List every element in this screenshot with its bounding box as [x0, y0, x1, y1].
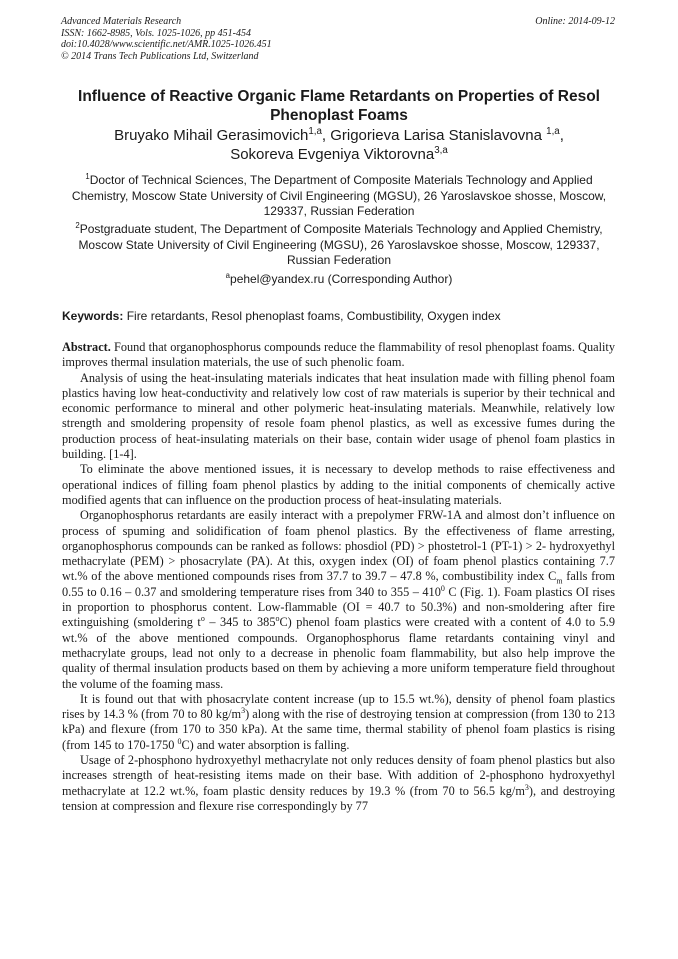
body-paragraph: Analysis of using the heat-insulating materials indicates that heat insulation made with filling phenol foam plastics having low heat-conductivity and relatively low cost of raw materials is superior by their technical and economic performance to mineral and other polymeric heat-insulating materials. Meanwhile, relatively low strength and smoldering propensity of resole foam phenol plastics, as well as excessive fumes during the production process of heat-insulating materials on their base, contain wider usage of phenol foam plastics in building. [1-4]. — [62, 370, 615, 462]
body-text: falls from 0.55 to 0.16 – 0.37 and smoldering temperature rises from 340 to 355 – 410 — [62, 569, 615, 599]
journal-header — [61, 16, 615, 62]
superscript: o — [275, 614, 280, 624]
affiliation-mark: 1 — [85, 172, 90, 181]
superscript: 0 — [440, 583, 445, 593]
superscript: 0 — [177, 736, 182, 746]
keywords-text: Fire retardants, Resol phenoplast foams, Combustibility, Oxygen index — [123, 309, 501, 323]
body-paragraph: To eliminate the above mentioned issues, it is necessary to develop methods to raise effectiveness and operational indices of filling foam phenol plastics by adding to the initial components of chemically active modified agents that can influence on the production process of heat-insulating materials. — [62, 462, 615, 507]
author-name: Bruyako Mihail Gerasimovich — [114, 127, 309, 144]
body-paragraph — [62, 692, 615, 753]
body-text: It is found out that with phosacrylate content increase (up to 15.5 wt.%), density of phenol foam plastics rises by 14.3 % (from 70 to 80 kg/m — [62, 691, 615, 722]
abstract-label: Abstract. — [62, 340, 111, 354]
affiliation-mark: 2 — [75, 221, 80, 230]
superscript: 3 — [241, 706, 246, 716]
paper-title: Influence of Reactive Organic Flame Retardants on Properties of Resol Phenoplast Foams — [78, 88, 600, 124]
body-text: ), and destroying tension at compression and flexure rise correspondingly by 77 — [62, 783, 615, 813]
copyright-line: © 2014 Trans Tech Publications Ltd, Switzerland — [61, 50, 259, 62]
body-text: C) and water absorption is falling. — [181, 737, 350, 752]
keywords-label: Keywords: — [62, 309, 124, 323]
body-text: Organophosphorus retardants are easily interact with a prepolymer FRW-1A and almost don’t influence on process of spuming and solidification of foam phenol plastics. By the effectiveness of flame arresting, organophosphorus compounds can be ranked as follows: phosdiol (PD) > phostetrol-1 (PT-1) > 2- hydroxyethyl methacrylate (PEM) > phosacrylate (PA). At this, oxygen index (OI) of foam phenol plastics containing 7.7 wt.% of the above mentioned compounds rises from 37.7 to 39.7 – 47.8 %, combustibility index C — [62, 508, 615, 584]
body-paragraph — [62, 753, 615, 814]
doi-line: doi:10.4028/www.scientific.net/AMR.1025-1026.451 — [61, 39, 272, 50]
superscript: o — [200, 614, 205, 624]
abstract-body — [62, 340, 615, 814]
body-text: C) phenol foam plastics were created with a content of 4.0 to 5.9 wt.% of the above mentioned compounds. Organophosphorus flame retardants containing vinyl and methacrylate groups, lead not only to a decrease in phenolic foam flammability, but also help improve the quality of thermal insulation products based on them by achieving a more uniform temperature field throughout the volume of the foaming mass. — [62, 615, 615, 691]
affiliation-1 — [62, 173, 616, 220]
body-text: – 345 to 385 — [204, 615, 276, 630]
affiliation-text: Postgraduate student, The Department of Composite Materials Technology and Applied Chemistry, Moscow State University of Civil Engineering (MGSU), 26 Yaroslavskoe shosse, Moscow, 129337, Russian Federation — [78, 222, 603, 267]
author-name: Grigorieva Larisa Stanislavovna — [330, 127, 547, 144]
abstract-text: Found that organophosphorus compounds reduce the flammability of resol phenoplast foams. Quality improves thermal insulation materials, the use of such phenolic foam. — [62, 340, 615, 370]
corresponding-email — [62, 272, 616, 288]
body-text: ) along with the rise of destroying tension at compression (from 130 to 213 kPa) and flexure (from 170 to 350 kPa). At the same time, thermal stability of phenol foam plastics is rising (from 145 to 170-1750 — [62, 707, 615, 752]
affiliation-2 — [62, 222, 616, 269]
author-affiliation-mark: 3,a — [434, 144, 448, 156]
keywords — [62, 309, 622, 324]
email-text: pehel@yandex.ru (Corresponding Author) — [230, 272, 453, 286]
author-affiliation-mark: 1,a — [308, 126, 322, 137]
body-text: C (Fig. 1). Foam plastics OI rises in proportion to phosphorus content. Low-flammable (OI = 40.7 to 50.3%) and non-smoldering after fire extinguishing (smoldering t — [62, 584, 616, 630]
subscript: m — [556, 576, 563, 586]
online-date: Online: 2014-09-12 — [535, 16, 615, 27]
author-name: Sokoreva Evgeniya Viktorovna — [230, 145, 435, 163]
email-mark: a — [225, 271, 231, 280]
author-affiliation-mark: 1,a — [546, 126, 560, 137]
superscript: 3 — [524, 782, 529, 792]
abstract-paragraph — [62, 340, 615, 371]
journal-name: Advanced Materials Research — [61, 16, 182, 27]
author-separator: , — [559, 127, 564, 144]
affiliation-text: Doctor of Technical Sciences, The Department of Composite Materials Technology and Applied Chemistry, Moscow State University of Civil Engineering (MGSU), 26 Yaroslavskoe shosse, Moscow, 129337, Russian Federation — [71, 173, 607, 218]
author-list — [50, 127, 628, 164]
issn-line: ISSN: 1662-8985, Vols. 1025-1026, pp 451-454 — [61, 27, 251, 39]
body-paragraph — [62, 508, 615, 692]
body-text: Usage of 2-phosphono hydroxyethyl methacrylate not only reduces density of foam phenol plastics but also increases strength of heat-resisting items made on their base. With addition of 2-phosphono hydroxyethyl methacrylate at 12.2 wt.%, foam plastic density reduces by 19.3 % (from 70 to 56.5 kg/m — [62, 753, 615, 798]
author-separator: , — [321, 127, 331, 144]
